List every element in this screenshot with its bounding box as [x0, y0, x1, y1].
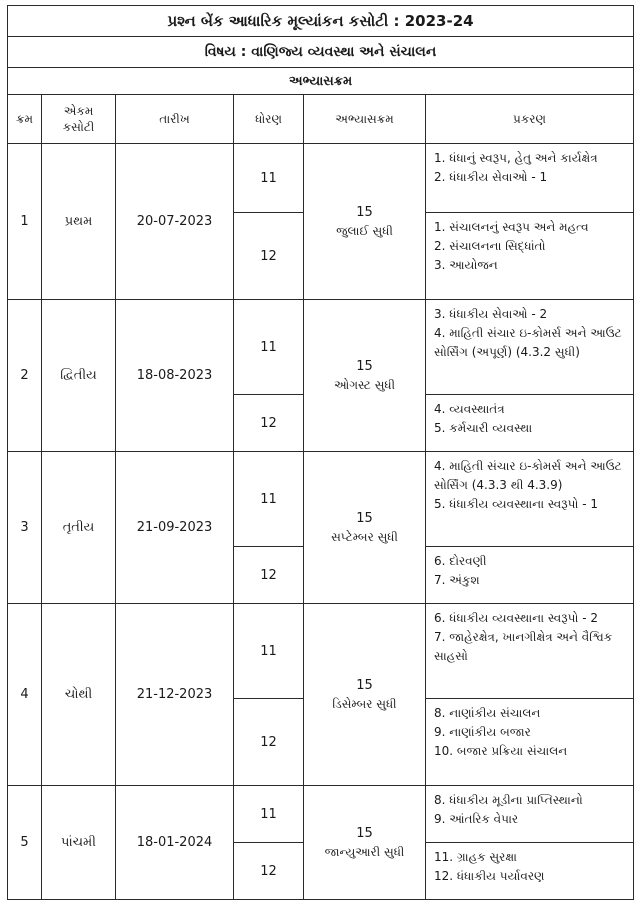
- chapter-item: 11. ગ્રાહક સુરક્ષા: [434, 850, 517, 864]
- chapter-item: 6. દોરવણી: [434, 554, 487, 568]
- chapter-item: 3. ધંધાકીય સેવાઓ - 2: [434, 307, 548, 321]
- chapter-item: 10. બજાર પ્રક્રિયા સંચાલન: [434, 744, 568, 758]
- chapters-std-12: [426, 699, 634, 786]
- chapter-item: 4. માહિતી સંચાર ઇ-કોમર્સ અને આઉટ સોર્સિંગ (અપૂર્ણ) (4.3.2 સુધી): [434, 326, 622, 359]
- chapter-item: 12. ધંધાકીય પર્યાવરણ: [434, 869, 545, 883]
- document-page: [7, 5, 633, 900]
- column-header-standard: ધોરણ: [234, 95, 304, 144]
- row-number: 4: [8, 604, 42, 786]
- syllabus-month: ઓગસ્ટ સુધી: [333, 377, 396, 392]
- table-row: [8, 452, 634, 547]
- standard-12: 12: [234, 843, 304, 900]
- table-row: [8, 604, 634, 699]
- chapter-item: 9. આંતરિક વેપાર: [434, 812, 519, 826]
- standard-11: 11: [234, 452, 304, 547]
- test-date: 20-07-2023: [116, 144, 234, 300]
- chapter-item: 2. સંચાલનના સિદ્ધાંતો: [434, 239, 546, 253]
- syllabus-month: સપ્ટેમ્બર સુધી: [331, 529, 398, 544]
- syllabus-day: 15: [356, 204, 373, 220]
- test-date: 21-12-2023: [116, 604, 234, 786]
- chapter-item: 7. જાહેરક્ષેત્ર, ખાનગીક્ષેત્ર અને વૈશ્વિક સાહસો: [434, 630, 613, 663]
- syllabus-heading: અભ્યાસક્રમ: [8, 68, 634, 95]
- table-row: [8, 300, 634, 395]
- row-number: 2: [8, 300, 42, 452]
- unit-test-name: પાંચમી: [42, 786, 116, 900]
- table-row: [8, 144, 634, 213]
- chapter-item: 1. સંચાલનનું સ્વરૂપ અને મહત્વ: [434, 220, 589, 234]
- syllabus-day: 15: [356, 510, 373, 526]
- standard-11: 11: [234, 144, 304, 213]
- column-header-unit-test: એકમ કસોટી: [42, 95, 116, 144]
- standard-12: 12: [234, 699, 304, 786]
- syllabus-day: 15: [356, 825, 373, 841]
- column-header-chapters: પ્રકરણ: [426, 95, 634, 144]
- syllabus-cell: [304, 144, 426, 300]
- chapter-item: 1. ધંધાનું સ્વરૂપ, હેતુ અને કાર્યક્ષેત્ર: [434, 151, 598, 165]
- syllabus-month: જાન્યુઆરી સુધી: [324, 844, 405, 859]
- chapter-item: 8. ધંધાકીય મૂડીના પ્રાપ્તિસ્થાનો: [434, 793, 583, 807]
- chapters-std-11: [426, 144, 634, 213]
- standard-11: 11: [234, 300, 304, 395]
- table-row: [8, 786, 634, 843]
- chapters-std-12: [426, 213, 634, 300]
- standard-11: 11: [234, 604, 304, 699]
- column-header-no: ક્રમ: [8, 95, 42, 144]
- row-number: 1: [8, 144, 42, 300]
- chapters-std-12: [426, 395, 634, 452]
- test-date: 21-09-2023: [116, 452, 234, 604]
- unit-test-name: પ્રથમ: [42, 144, 116, 300]
- chapter-item: 6. ધંધાકીય વ્યવસ્થાના સ્વરૂપો - 2: [434, 611, 599, 625]
- exam-schedule-table: [7, 5, 634, 900]
- chapters-std-11: [426, 452, 634, 547]
- column-header-date: તારીખ: [116, 95, 234, 144]
- chapter-item: 8. નાણાંકીય સંચાલન: [434, 706, 541, 720]
- chapters-std-11: [426, 300, 634, 395]
- chapter-item: 5. ધંધાકીય વ્યવસ્થાના સ્વરૂપો - 1: [434, 497, 599, 511]
- chapters-std-11: [426, 604, 634, 699]
- test-date: 18-01-2024: [116, 786, 234, 900]
- chapters-std-11: [426, 786, 634, 843]
- document-title: પ્રશ્ન બેંક આધારિક મૂલ્યાંકન કસોટી : 2023-24: [8, 6, 634, 37]
- chapter-item: 7. અંકુશ: [434, 573, 480, 587]
- standard-12: 12: [234, 213, 304, 300]
- chapter-item: 5. કર્મચારી વ્યવસ્થા: [434, 421, 533, 435]
- standard-11: 11: [234, 786, 304, 843]
- syllabus-day: 15: [356, 358, 373, 374]
- column-header-row: [8, 95, 634, 144]
- chapters-std-12: [426, 843, 634, 900]
- chapter-item: 9. નાણાંકીય બજાર: [434, 725, 531, 739]
- syllabus-cell: [304, 452, 426, 604]
- row-number: 5: [8, 786, 42, 900]
- standard-12: 12: [234, 547, 304, 604]
- syllabus-month: ડિસેમ્બર સુધી: [332, 696, 397, 711]
- unit-test-name: દ્વિતીય: [42, 300, 116, 452]
- chapter-item: 3. આયોજન: [434, 258, 498, 272]
- syllabus-cell: [304, 786, 426, 900]
- syllabus-month: જુલાઈ સુધી: [336, 223, 393, 238]
- subject-heading: વિષય : વાણિજ્ય વ્યવસ્થા અને સંચાલન: [8, 37, 634, 68]
- column-header-syllabus: અભ્યાસક્રમ: [304, 95, 426, 144]
- row-number: 3: [8, 452, 42, 604]
- test-date: 18-08-2023: [116, 300, 234, 452]
- chapter-item: 4. માહિતી સંચાર ઇ-કોમર્સ અને આઉટ સોર્સિંગ (4.3.3 થી 4.3.9): [434, 459, 622, 492]
- chapters-std-12: [426, 547, 634, 604]
- unit-test-name: ચોથી: [42, 604, 116, 786]
- unit-test-name: તૃતીય: [42, 452, 116, 604]
- standard-12: 12: [234, 395, 304, 452]
- syllabus-cell: [304, 300, 426, 452]
- chapter-item: 2. ધંધાકીય સેવાઓ - 1: [434, 170, 548, 184]
- syllabus-day: 15: [356, 677, 373, 693]
- chapter-item: 4. વ્યવસ્થાતંત્ર: [434, 402, 505, 416]
- syllabus-cell: [304, 604, 426, 786]
